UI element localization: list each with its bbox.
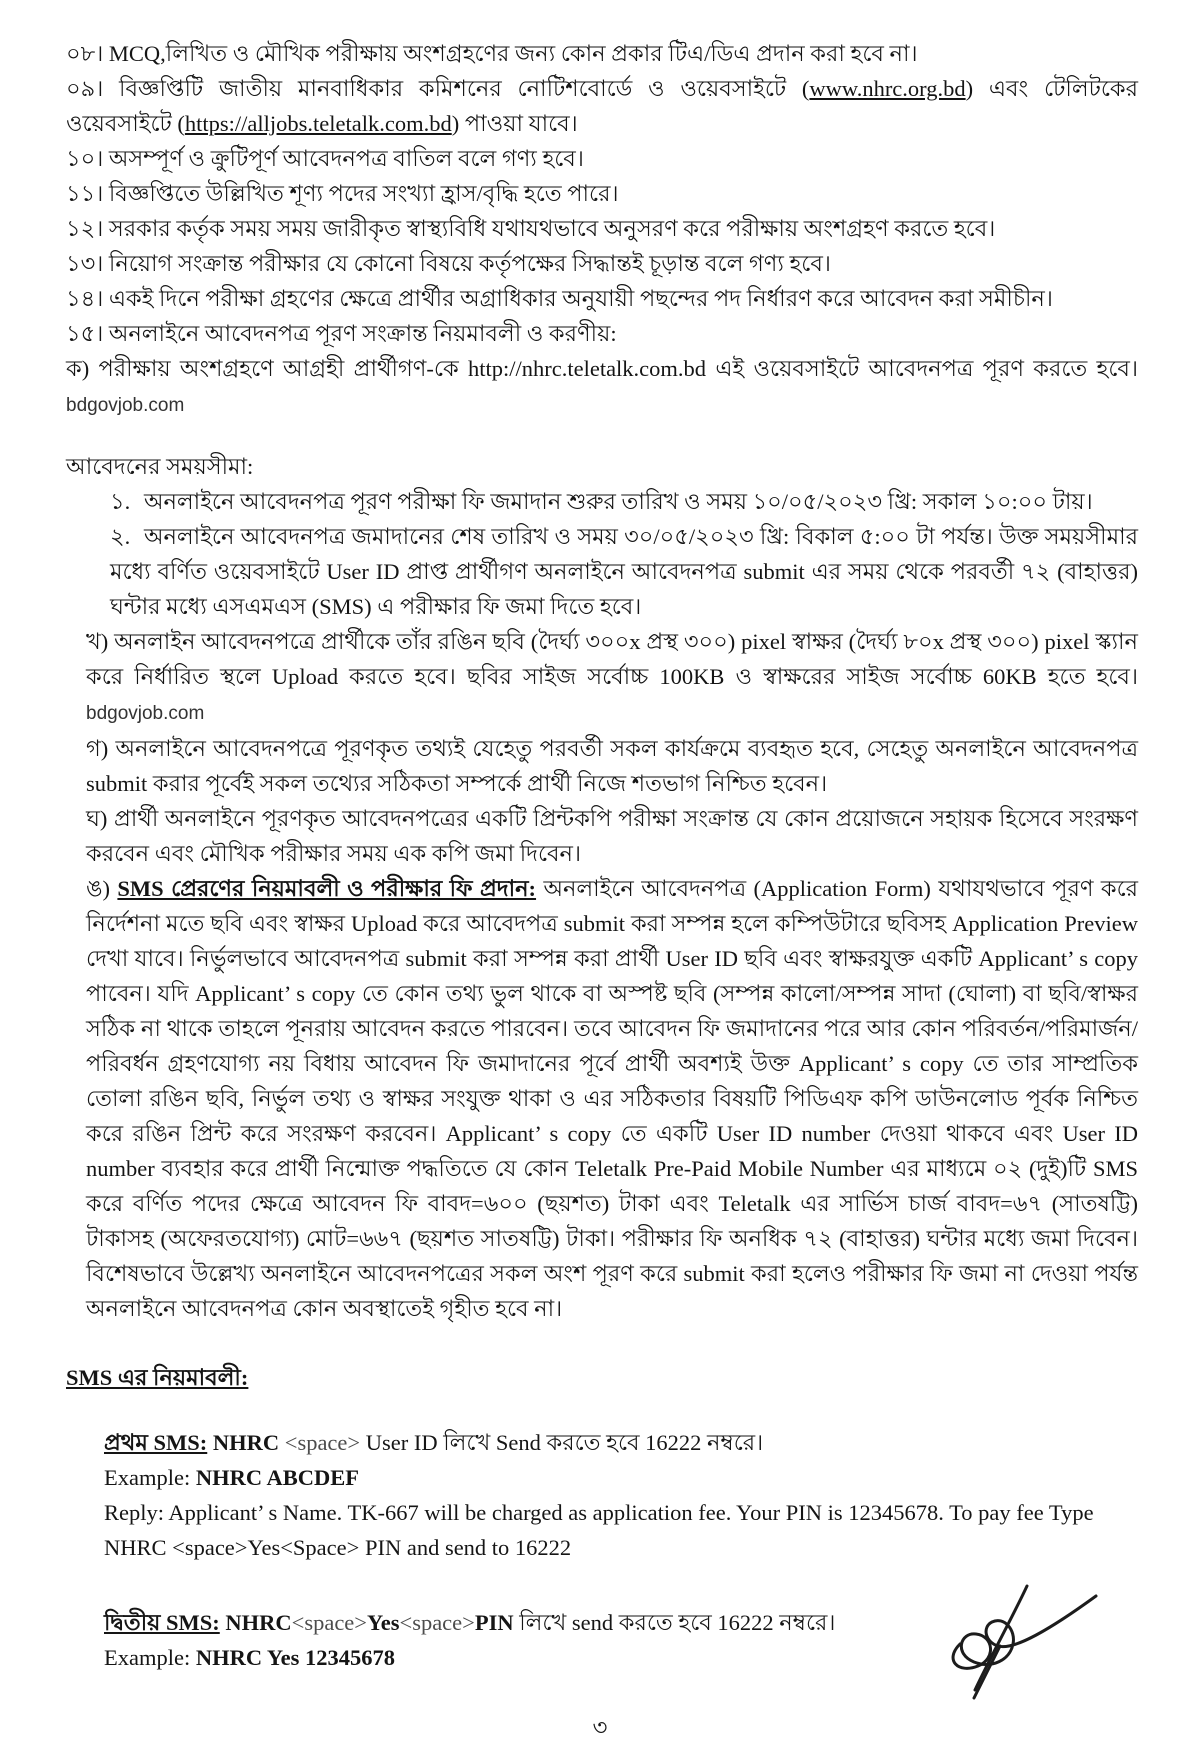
example-label: Example: — [104, 1645, 191, 1670]
text-run: PIN — [474, 1610, 514, 1635]
text-run: Yes — [367, 1610, 400, 1635]
nhrc-website-link[interactable]: www.nhrc.org.bd — [809, 76, 966, 101]
text-run: ) পাওয়া যাবে। — [451, 111, 578, 136]
space-token: <space> — [399, 1610, 475, 1635]
example-label: Example: — [104, 1465, 191, 1490]
bdgovjob-watermark: bdgovjob.com — [66, 395, 185, 416]
notice-item-14: ১৪। একই দিনে পরীক্ষা গ্রহণের ক্ষেত্রে প্রার্থীর অগ্রাধিকার অনুযায়ী পছন্দের পদ নির্ধারণ করে আবেদন করা সমীচীন। — [66, 286, 1053, 311]
notice-item-08: ০৮। MCQ,লিখিত ও মৌখিক পরীক্ষায় অংশগ্রহণের জন্য কোন প্রকার টিএ/ডিএ প্রদান করা হবে না। — [66, 41, 918, 66]
text-run: ক) পরীক্ষায় অংশগ্রহণে আগ্রহী প্রার্থীগণ-কে — [66, 356, 468, 381]
first-sms-label: প্রথম SMS: — [104, 1430, 208, 1455]
para-kha — [66, 624, 1138, 731]
notice-item-12: ১২। সরকার কর্তৃক সময় সময় জারীকৃত স্বাস্থ্যবিধি যথাযথভাবে অনুসরণ করে পরীক্ষায় অংশগ্রহণ করতে হবে। — [66, 216, 996, 241]
signature-icon — [930, 1582, 1105, 1712]
text-run: এই ওয়েবসাইটে আবেদনপত্র পূরণ করতে হবে। — [706, 356, 1138, 381]
space-token: <space> — [291, 1610, 367, 1635]
first-sms-block — [104, 1425, 1138, 1565]
notice-item-13: ১৩। নিয়োগ সংক্রান্ত পরীক্ষার যে কোনো বিষয়ে কর্তৃপক্ষের সিদ্ধান্তই চূড়ান্ত বলে গণ্য হবে। — [66, 251, 831, 276]
uno-sms-fee-heading: SMS প্রেরণের নিয়মাবলী ও পরীক্ষার ফি প্রদান: — [117, 876, 537, 901]
deadline-item-number: ২. — [110, 524, 131, 549]
notice-item-09 — [66, 71, 1138, 141]
deadline-heading: আবেদনের সময়সীমা: — [66, 454, 254, 479]
page-number: ৩ — [592, 1715, 608, 1740]
text-run: লিখে send করতে হবে 16222 নম্বরে। — [513, 1610, 836, 1635]
first-sms-reply: Reply: Applicant’ s Name. TK-667 will be charged as application fee. Your PIN is 12345678. To pay fee Type NHRC <space>Yes<Space> PIN and send to 16222 — [104, 1500, 1094, 1560]
text-run: User ID লিখে Send করতে হবে 16222 নম্বরে। — [360, 1430, 764, 1455]
signature — [930, 1582, 1105, 1712]
text-run: ঙ) — [86, 876, 118, 901]
notice-item-10: ১০। অসম্পূর্ণ ও ক্রুটিপূর্ণ আবেদনপত্র বাতিল বলে গণ্য হবে। — [66, 146, 584, 171]
para-ka — [66, 351, 1138, 423]
para-uno — [66, 871, 1138, 1326]
first-sms-line — [104, 1425, 1138, 1460]
deadline-item-text: অনলাইনে আবেদনপত্র পূরণ পরীক্ষা ফি জমাদান শুরুর তারিখ ও সময় ১০/০৫/২০২৩ খ্রি: সকাল ১০:০০ টায়। — [144, 489, 1093, 514]
text-run: ) এবং টেলিটকের ওয়েবসাইটে ( — [66, 76, 1139, 136]
deadline-item-2 — [66, 519, 1138, 624]
text-run: NHRC — [207, 1430, 285, 1455]
sms-rules-heading: SMS এর নিয়মাবলী: — [66, 1365, 249, 1390]
notice-item-15: ১৫। অনলাইনে আবেদনপত্র পূরণ সংক্রান্ত নিয়মাবলী ও করণীয়: — [66, 321, 617, 346]
notice-items-section — [66, 36, 1138, 423]
alljobs-teletalk-link[interactable]: https://alljobs.teletalk.com.bd — [184, 111, 452, 136]
deadline-item-1 — [66, 484, 1138, 519]
first-sms-example — [104, 1460, 1138, 1495]
second-sms-label: দ্বিতীয় SMS: — [104, 1610, 220, 1635]
nhrc-teletalk-url: http://nhrc.teletalk.com.bd — [467, 356, 707, 381]
text-run: NHRC — [219, 1610, 292, 1635]
example-value: NHRC ABCDEF — [195, 1465, 359, 1490]
bdgovjob-watermark: bdgovjob.com — [86, 703, 205, 724]
text-run: খ) অনলাইন আবেদনপত্রে প্রার্থীকে তাঁর রঙিন ছবি (দৈর্ঘ্য ৩০০x প্রস্থ ৩০০) pixel স্বাক্ষর (দৈর্ঘ্য ৮০x প্রস্থ ৩০০) pixel স্ক্যান করে নির্ধারিত স্থলে Upload করতে হবে। ছবির সাইজ সর্বোচ্চ 100KB ও স্বাক্ষরের সাইজ সর্বোচ্চ 60KB হতে হবে। — [86, 629, 1138, 689]
notice-item-11: ১১। বিজ্ঞপ্তিতে উল্লিখিত শূণ্য পদের সংখ্যা হ্রাস/বৃদ্ধি হতে পারে। — [66, 181, 619, 206]
text-run: অনলাইনে আবেদনপত্র (Application Form) যথাযথভাবে পূরণ করে নির্দেশনা মতে ছবি এবং স্বাক্ষর Upload করে আবেদপত্র submit করা সম্পন্ন হলে কম্পিউটারে ছবিসহ Application Preview দেখা যাবে। নির্ভুলভাবে আবেদনপত্র submit করা সম্পন্ন করা প্রার্থী User ID ছবি এবং স্বাক্ষরযুক্ত একটি Applicant’ s copy পাবেন। যদি Applicant’ s copy তে কোন তথ্য ভুল থাকে বা অস্পষ্ট ছবি (সম্পন্ন কালো/সম্পন্ন সাদা (ঘোলা) বা ছবি/স্বাক্ষর সঠিক না থাকে তাহলে পূনরায় আবেদন করতে পারবেন। তবে আবেদন ফি জমাদানের পরে আর কোন পরিবর্তন/পরিমার্জন/পরিবর্ধন গ্রহণযোগ্য নয় বিধায় আবেদন ফি জমাদানের পূর্বে প্রার্থী অবশ্যই উক্ত Applicant’ s copy তে তার সাম্প্রতিক তোলা রঙিন ছবি, নির্ভুল তথ্য ও স্বাক্ষর সংযুক্ত থাকা ও এর সঠিকতার বিষয়টি পিডিএফ কপি ডাউনলোড পূর্বক নিশ্চিত করে রঙিন প্রিন্ট করে সংরক্ষণ করবেন। Applicant’ s copy তে একটি User ID number দেওয়া থাকবে এবং User ID number ব্যবহার করে প্রার্থী নিন্মোক্ত পদ্ধতিতে যে কোন Teletalk Pre-Paid Mobile Number এর মাধ্যমে ০২ (দুই)টি SMS করে বর্ণিত পদের ক্ষেত্রে আবেদন ফি বাবদ=৬০০ (ছয়শত) টাকা এবং Teletalk এর সার্ভিস চার্জ বাবদ=৬৭ (সাতষট্টি) টাকাসহ (অফেরতযোগ্য) মোট=৬৬৭ (ছয়শত সাতষট্টি) টাকা। পরীক্ষার ফি অনধিক ৭২ (বাহাত্তর) ঘন্টার মধ্যে জমা দিবেন। বিশেষভাবে উল্লেখ্য অনলাইনে আবেদনপত্রের সকল অংশ পূরণ করে submit করা হলেও পরীক্ষার ফি জমা না দেওয়া পর্যন্ত অনলাইনে আবেদনপত্র কোন অবস্থাতেই গৃহীত হবে না। — [86, 876, 1138, 1321]
text-run: ০৯। বিজ্ঞপ্তিটি জাতীয় মানবাধিকার কমিশনের নোটিশবোর্ডে ও ওয়েবসাইটে ( — [66, 76, 810, 101]
space-token: <space> — [284, 1430, 361, 1455]
deadline-item-number: ১. — [110, 489, 131, 514]
deadline-item-text: অনলাইনে আবেদনপত্র জমাদানের শেষ তারিখ ও সময় ৩০/০৫/২০২৩ খ্রি: বিকাল ৫:০০ টা পর্যন্ত। উক্ত সময়সীমার মধ্যে বর্ণিত ওয়েবসাইটে User ID প্রাপ্ত প্রার্থীগণ অনলাইনে আবেদনপত্র submit এর সময় থেকে পরবর্তী ৭২ (বাহাত্তর) ঘন্টার মধ্যে এসএমএস (SMS) এ পরীক্ষার ফি জমা দিতে হবে। — [110, 524, 1138, 619]
example-value: NHRC Yes 12345678 — [195, 1645, 396, 1670]
para-gha: ঘ) প্রার্থী অনলাইনে পূরণকৃত আবেদনপত্রের একটি প্রিন্টকপি পরীক্ষা সংক্রান্ত যে কোন প্রয়োজনে সহায়ক হিসেবে সংরক্ষণ করবেন এবং মৌখিক পরীক্ষার সময় এক কপি জমা দিবেন। — [86, 806, 1138, 866]
para-ga: গ) অনলাইনে আবেদনপত্রে পূরণকৃত তথ্যই যেহেতু পরবর্তী সকল কার্যক্রমে ব্যবহৃত হবে, সেহেতু অনলাইনে আবেদনপত্র submit করার পূর্বেই সকল তথ্যের সঠিকতা সম্পর্কে প্রার্থী নিজে শতভাগ নিশ্চিত হবেন। — [86, 736, 1138, 796]
deadline-section — [66, 449, 1138, 1326]
